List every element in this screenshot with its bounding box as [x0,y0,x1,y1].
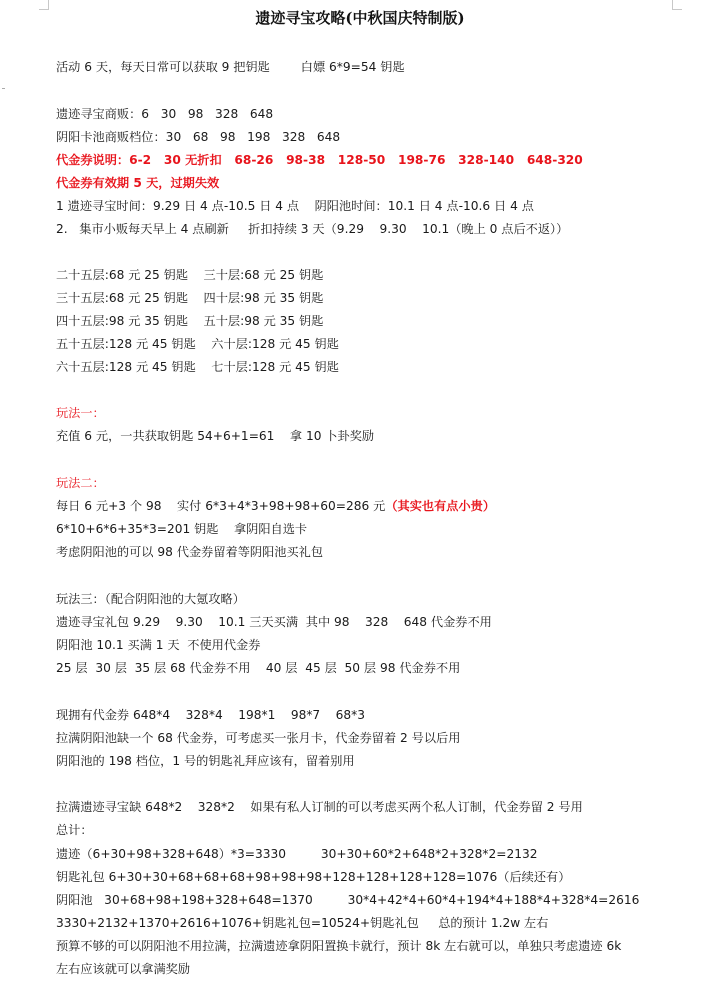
text-line: 阴阳池 30+68+98+198+328+648=1370 30*4+42*4+60*4+194*4+188*4+328*4=2616 [56,893,640,907]
section-heading: 玩法二： [56,476,105,490]
text-line: 遗迹寻宝礼包 9.29 9.30 10.1 三天买满 其中 98 328 648 代金券不用 [56,615,492,629]
text-line: 四十五层:98 元 35 钥匙 五十层:98 元 35 钥匙 [56,314,324,328]
text-line: 遗迹寻宝商贩：6 30 98 328 648 [56,107,274,121]
text-line: 考虑阴阳池的可以 98 代金券留着等阴阳池买礼包 [56,545,324,559]
text-line: 阴阳池 10.1 买满 1 天 不使用代金券 [56,638,261,652]
voucher-validity-note: 代金券有效期 5 天，过期失效 [56,176,220,190]
text-line: 拉满阴阳池缺一个 68 代金券，可考虑买一张月卡，代金券留着 2 号以后用 [56,731,461,745]
text-line: 钥匙礼包 6+30+30+68+68+68+98+98+98+128+128+128+128=1076（后续还有） [56,870,571,884]
section-heading: 玩法一： [56,406,105,420]
text-line: 左右应该就可以拿满奖励 [56,962,191,976]
text-line: 25 层 30 层 35 层 68 代金券不用 40 层 45 层 50 层 98 代金券不用 [56,661,461,675]
text-line: 五十五层:128 元 45 钥匙 六十层:128 元 45 钥匙 [56,337,339,351]
text-line: 六十五层:128 元 45 钥匙 七十层:128 元 45 钥匙 [56,360,339,374]
highlight-note: （其实也有点小贵） [385,499,496,513]
text-line: 拉满遗迹寻宝缺 648*2 328*2 如果有私人订制的可以考虑买两个私人订制，代金券留 2 号用 [56,800,583,814]
text-line: 2. 集市小贩每天早上 4 点刷新 折扣持续 3 天（9.29 9.30 10.1（晚上 0 点后不返）） [56,222,569,236]
text-line: 预算不够的可以阴阳池不用拉满，拉满遗迹拿阴阳置换卡就行，预计 8k 左右就可以，单独只考虑遗迹 6k [56,939,622,953]
text-line: 1 遗迹寻宝时间：9.29 日 4 点-10.5 日 4 点 阴阳池时间：10.1 日 4 点-10.6 日 4 点 [56,199,534,213]
text-line: 3330+2132+1370+2616+1076+钥匙礼包=10524+钥匙礼包 总的预计 1.2w 左右 [56,916,549,930]
text-line: 三十五层:68 元 25 钥匙 四十层:98 元 35 钥匙 [56,291,324,305]
text-line: 阴阳池的 198 档位，1 号的钥匙礼拜应该有，留着别用 [56,754,355,768]
text-line: 6*10+6*6+35*3=201 钥匙 拿阴阳自选卡 [56,522,308,536]
text-line: 总计： [56,823,93,837]
text-line [56,497,495,515]
text-line: 二十五层:68 元 25 钥匙 三十层:68 元 25 钥匙 [56,268,324,282]
text-line: 现拥有代金券 648*4 328*4 198*1 98*7 68*3 [56,708,366,722]
text-line: 充值 6 元，一共获取钥匙 54+6+1=61 拿 10 卜卦奖励 [56,429,375,443]
document-title: 遗迹寻宝攻略(中秋国庆特制版) [255,9,465,27]
voucher-note: 代金券说明：6-2 30 无折扣 68-26 98-38 128-50 198-76 328-140 648-320 [56,153,583,167]
section-heading: 玩法三：（配合阴阳池的大氪攻略） [56,592,245,606]
text-line: 遗迹（6+30+98+328+648）*3=3330 30+30+60*2+648*2+328*2=2132 [56,847,538,861]
text-line: 活动 6 天，每天日常可以获取 9 把钥匙 白嫖 6*9=54 钥匙 [56,60,405,74]
text-line: 阴阳卡池商贩档位：30 68 98 198 328 648 [56,130,341,144]
text-span: 每日 6 元+3 个 98 实付 6*3+4*3+98+98+60=286 元 [56,499,386,513]
margin-mark [2,88,5,89]
